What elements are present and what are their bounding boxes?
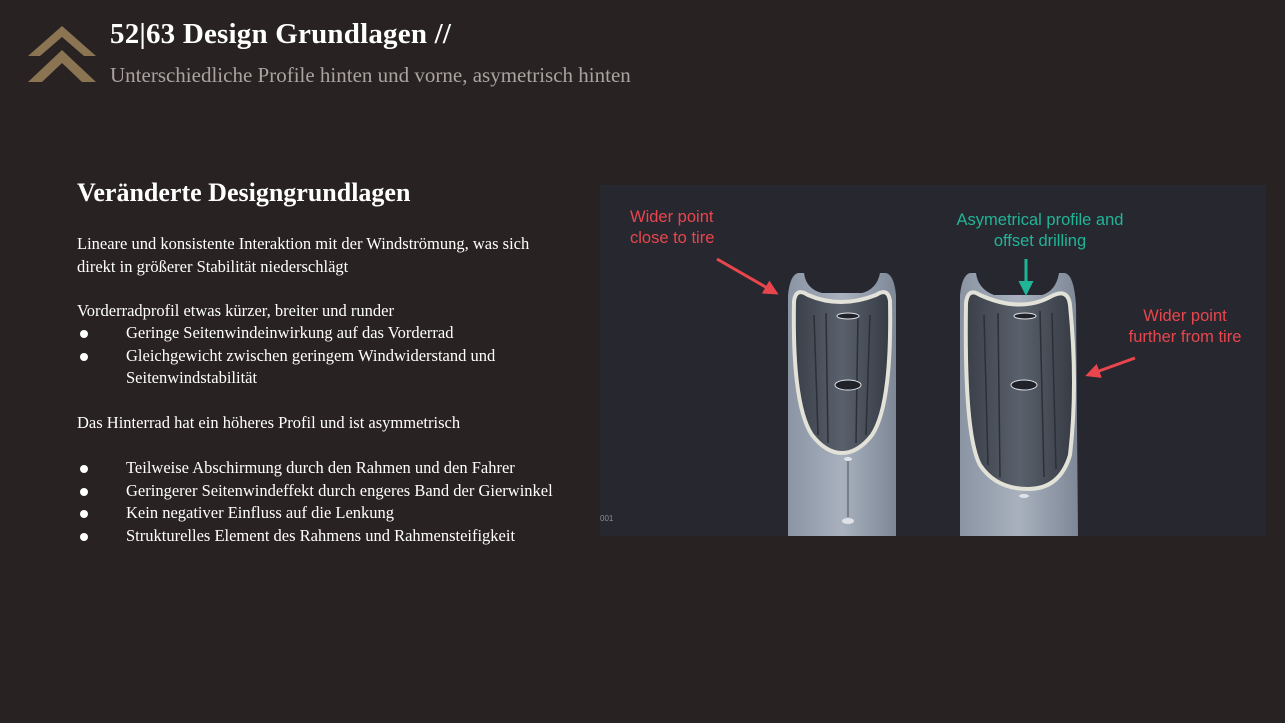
arrow-front-annotation — [717, 259, 776, 293]
bullet-icon — [80, 330, 88, 338]
rear-rim-profile — [960, 273, 1078, 536]
section-heading: Veränderte Designgrundlagen — [77, 178, 411, 207]
list-item: Geringerer Seitenwindeffekt durch engeres Band der Gierwinkel — [77, 480, 577, 503]
rim-profile-figure — [600, 185, 1266, 536]
intro-paragraph: Lineare und konsistente Interaktion mit der Windströmung, was sich direkt in größerer Stabilität niederschlägt — [77, 234, 530, 276]
front-rim-profile — [788, 273, 896, 536]
page-title: 52|63 Design Grundlagen // — [110, 18, 452, 50]
front-wheel-bullets — [77, 322, 577, 390]
list-item: Teilweise Abschirmung durch den Rahmen und den Fahrer — [77, 457, 577, 480]
list-item: Strukturelles Element des Rahmens und Rahmensteifigkeit — [77, 525, 577, 548]
page-subtitle: Unterschiedliche Profile hinten und vorne, asymetrisch hinten — [110, 63, 631, 87]
corner-mark: 001 — [600, 514, 614, 523]
arrow-rear-annotation — [1088, 358, 1135, 375]
front-annotation-label: Wider point close to tire — [630, 208, 715, 247]
list-item: Kein negativer Einfluss auf die Lenkung — [77, 502, 577, 525]
front-wheel-intro: Vorderradprofil etwas kürzer, breiter und runder — [77, 301, 394, 320]
bullet-icon — [80, 465, 88, 473]
bullet-icon — [80, 353, 88, 361]
bullet-icon — [80, 510, 88, 518]
rear-wheel-bullets — [77, 457, 577, 547]
center-annotation-label: Asymetrical profile and offset drilling — [956, 211, 1124, 250]
bullet-icon — [80, 488, 88, 496]
rear-annotation-label: Wider point further from tire — [1128, 307, 1242, 346]
list-item: Gleichgewicht zwischen geringem Windwiderstand und Seitenwindstabilität — [77, 345, 577, 390]
brand-logo — [28, 26, 96, 84]
bullet-icon — [80, 533, 88, 541]
rear-wheel-intro: Das Hinterrad hat ein höheres Profil und ist asymmetrisch — [77, 413, 461, 432]
list-item: Geringe Seitenwindeinwirkung auf das Vorderrad — [77, 322, 577, 345]
